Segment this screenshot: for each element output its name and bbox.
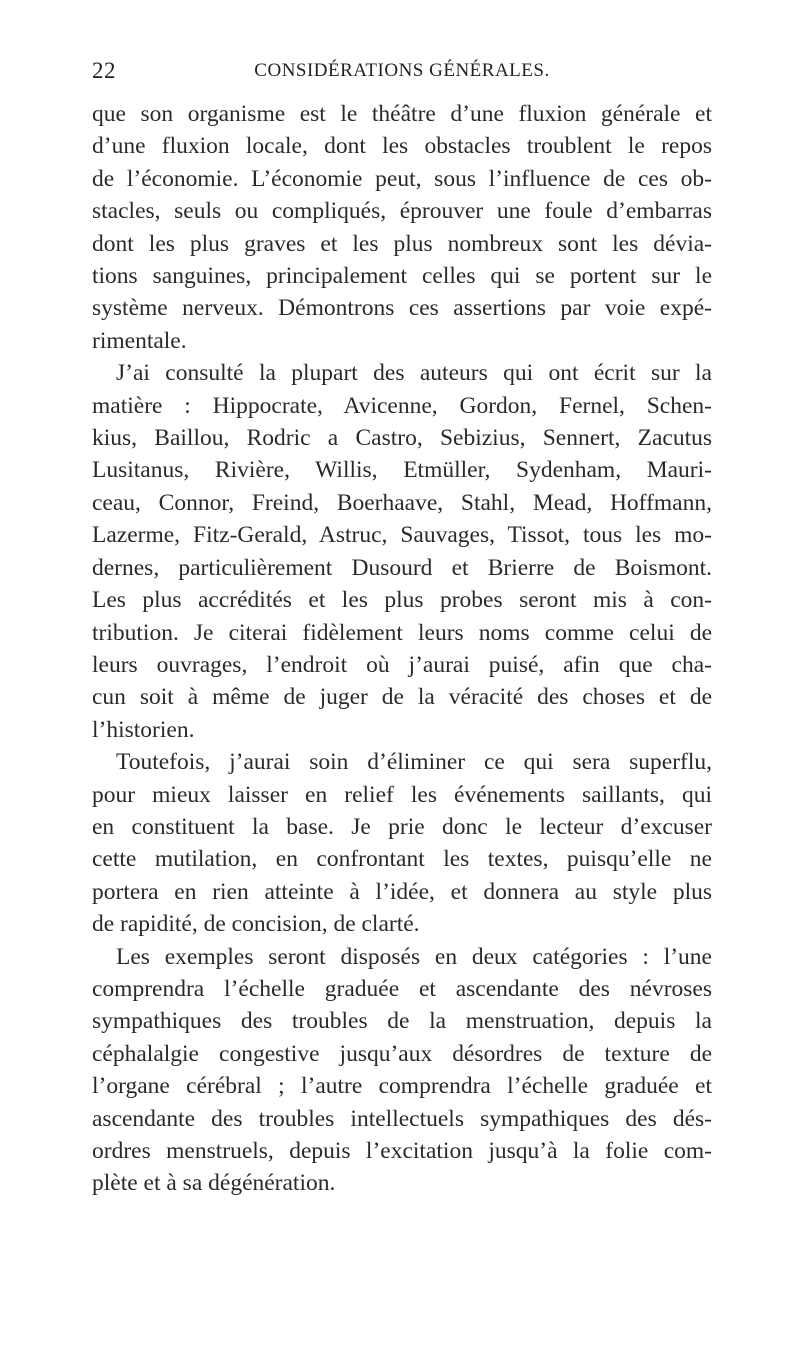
text-line: leurs ouvrages, l’endroit où j’aurai puisé, afin que cha-: [92, 651, 712, 678]
text-line: en constituent la base. Je prie donc le lecteur d’excuser: [92, 813, 712, 840]
text-line: ascendante des troubles intellectuels sympathiques des dés-: [92, 1105, 712, 1132]
text-line: céphalalgie congestive jusqu’aux désordres de texture de: [92, 1040, 712, 1067]
text-line: de rapidité, de concision, de clarté.: [92, 911, 420, 938]
text-line: J’ai consulté la plupart des auteurs qui ont écrit sur la: [116, 360, 712, 387]
text-line: de l’économie. L’économie peut, sous l’influence de ces ob-: [92, 165, 712, 192]
text-line: portera en rien atteinte à l’idée, et donnera au style plus: [92, 878, 712, 905]
text-line: que son organisme est le théâtre d’une fluxion générale et: [92, 101, 712, 127]
text-line: ordres menstruels, depuis l’excitation jusqu’à la folie com-: [92, 1138, 712, 1164]
text-line: Toutefois, j’aurai soin d’éliminer ce qui sera superflu,: [116, 749, 712, 776]
paragraph: [92, 98, 712, 357]
text-line: tribution. Je citerai fidèlement leurs noms comme celui de: [92, 619, 712, 646]
text-line: rimentale.: [92, 327, 187, 354]
text-line: dont les plus graves et les plus nombreux sont les dévia-: [92, 230, 712, 257]
text-line: ceau, Connor, Freind, Boerhaave, Stahl, Mead, Hoffmann,: [92, 489, 712, 516]
text-line: plète et à sa dégénération.: [92, 1170, 336, 1197]
text-line: cun soit à même de juger de la véracité des choses et de: [92, 684, 712, 711]
text-line: Lusitanus, Rivière, Willis, Etmüller, Sydenham, Mauri-: [92, 457, 712, 484]
body-text: [92, 98, 712, 1200]
text-line: comprendra l’échelle graduée et ascendante des névroses: [92, 975, 712, 1002]
text-line: sympathiques des troubles de la menstruation, depuis la: [92, 1008, 712, 1035]
text-line: Les exemples seront disposés en deux catégories : l’une: [116, 943, 712, 970]
text-line: l’historien.: [92, 716, 195, 743]
text-line: Les plus accrédités et les plus probes seront mis à con-: [92, 587, 712, 614]
text-line: dernes, particulièrement Dusourd et Brierre de Boismont.: [92, 554, 712, 581]
running-title: CONSIDÉRATIONS GÉNÉRALES.: [254, 60, 550, 81]
running-head: [92, 58, 712, 88]
text-line: l’organe cérébral ; l’autre comprendra l’échelle graduée et: [92, 1073, 712, 1100]
text-line: cette mutilation, en confrontant les textes, puisqu’elle ne: [92, 846, 712, 873]
page-number: 22: [92, 58, 116, 83]
text-line: matière : Hippocrate, Avicenne, Gordon, Fernel, Schen-: [92, 392, 712, 419]
paragraph: [92, 941, 712, 1200]
text-line: Lazerme, Fitz-Gerald, Astruc, Sauvages, Tissot, tous les mo-: [92, 522, 712, 549]
text-line: d’une fluxion locale, dont les obstacles troublent le repos: [92, 133, 712, 160]
text-line: pour mieux laisser en relief les événements saillants, qui: [92, 781, 712, 808]
text-line: kius, Baillou, Rodric a Castro, Sebizius, Sennert, Zacutus: [92, 425, 712, 452]
paragraph: [92, 357, 712, 746]
text-line: système nerveux. Démontrons ces assertions par voie expé-: [92, 295, 712, 322]
paragraph-container: [92, 98, 712, 1200]
text-line: tions sanguines, principalement celles qui se portent sur le: [92, 263, 712, 290]
paragraph: [92, 746, 712, 940]
text-line: stacles, seuls ou compliqués, éprouver une foule d’embarras: [92, 198, 712, 225]
